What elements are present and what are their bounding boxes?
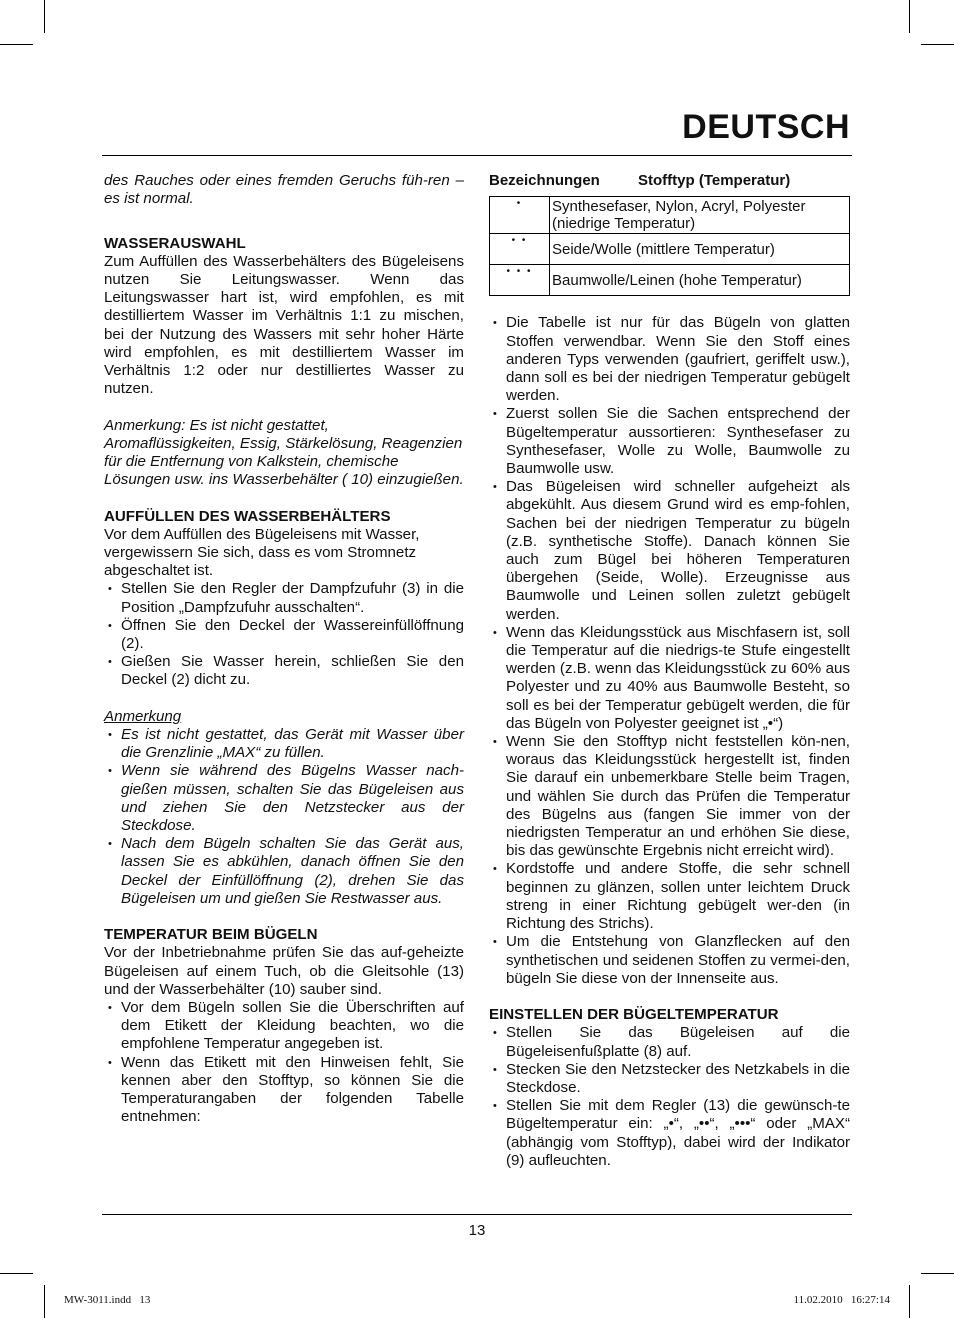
section-heading: AUFFÜLLEN DES WASSERBEHÄLTERS (104, 507, 391, 525)
footer-rule (102, 1214, 852, 1215)
dot-symbol: • • • (490, 265, 550, 296)
list-item: • Kordstoffe und andere Stoffe, die sehr schnell beginnen zu glänzen, sollen unter leichtem Druck streng in einer Richtung gebügelt wer-den (in Richtung des Strichs). (489, 860, 850, 933)
page-number: 13 (468, 1222, 486, 1239)
crop-mark (0, 44, 33, 45)
table-row (490, 265, 850, 296)
section-text: Vor dem Auffüllen des Bügeleisens mit Wasser, vergewissern Sie sich, dass es vom Stromnetz abgeschaltet ist. (104, 525, 420, 580)
section-text: Vor der Inbetriebnahme prüfen Sie das auf-geheizte Bügeleisen auf einem Tuch, ob die Gleitsohle (13) und der Wasserbehälter (10) sauber sind. (104, 944, 464, 998)
header-rule (102, 155, 852, 156)
section-text: Zum Auffüllen des Wasserbehälters des Bügeleisens nutzen Sie Leitungswasser. Wenn das Leitungswasser hart ist, wird empfohlen, es mit destilliertem Wasser im Verhältnis 1:1 zu mischen, bei der Nutzung des Wassers mit sehr hoher Härte wird empfohlen, es mit destilliertem Wasser im Verhältnis 1:2 oder nur destilliertes Wasser zu nutzen. (104, 252, 464, 398)
page-title: DEUTSCH (682, 108, 850, 146)
list-item: • Es ist nicht gestattet, das Gerät mit Wasser über die Grenzlinie „MAX“ zu füllen. (104, 726, 464, 762)
section-heading: TEMPERATUR BEIM BÜGELN (104, 926, 318, 944)
list-item: • Wenn sie während des Bügelns Wasser nach-gießen müssen, schalten Sie das Bügeleisen aus und ziehen Sie den Netzstecker aus der Steckdose. (104, 762, 464, 835)
note-text: Anmerkung: Es ist nicht gestattet, Aromaflüssigkeiten, Essig, Stärkelösung, Reagenzien für die Entfernung von Kalkstein, chemische Lösungen usw. ins Wasserbehälter ( 10) einzugießen. (104, 416, 464, 489)
crop-mark (0, 1273, 33, 1274)
table-header-fabric: Stofftyp (Temperatur) (638, 172, 791, 189)
bullet-list (104, 726, 464, 908)
print-timestamp: 11.02.2010 16:27:14 (793, 1294, 890, 1306)
list-item: • Die Tabelle ist nur für das Bügeln von glatten Stoffen verwendbar. Wenn Sie den Stoff eines anderen Typs verwenden (gaufriert, geriffelt usw.), dann soll es bei der niedrigen Temperatur gebügelt werden. (489, 314, 850, 405)
bullet-list (489, 1024, 850, 1170)
right-column (489, 172, 850, 1170)
file-name: MW-3011.indd 13 (64, 1294, 151, 1306)
crop-mark (44, 1285, 45, 1318)
bullet-list (104, 999, 464, 1126)
fabric-cell: Seide/Wolle (mittlere Temperatur) (550, 234, 850, 265)
crop-mark (44, 0, 45, 33)
table-header-symbols: Bezeichnungen (489, 172, 600, 189)
list-item: • Öffnen Sie den Deckel der Wassereinfüllöffnung (2). (104, 617, 464, 653)
note-label: Anmerkung (104, 707, 182, 725)
list-item: • Um die Entstehung von Glanzflecken auf den synthetischen und seidenen Stoffen zu vermei-den, bügeln Sie diese von der Innenseite aus. (489, 933, 850, 988)
list-item: • Wenn Sie den Stofftyp nicht feststellen kön-nen, woraus das Kleidungsstück hergestellt ist, finden Sie darauf ein unbemerkbare Stelle beim Tragen, und wählen Sie durch das Prüfen die Temperatur des Bügelns aus (fangen Sie immer von der niedrigsten Temperatur an und erhöhen Sie diese, bis das gewünschte Ergebnis nicht erreicht wird). (489, 733, 850, 860)
dot-symbol: • (490, 197, 550, 234)
crop-mark (909, 1285, 910, 1318)
temperature-table (489, 196, 850, 296)
table-header (489, 172, 850, 190)
bullet-list (104, 580, 464, 689)
table-row (490, 234, 850, 265)
list-item: • Stellen Sie mit dem Regler (13) die gewünsch-te Bügeltemperatur ein: „•“, „••“, „•••“ oder „MAX“ (abhängig vom Stofftyp), dabei wird der Indikator (9) aufleuchten. (489, 1097, 850, 1170)
list-item: • Wenn das Kleidungsstück aus Mischfasern ist, soll die Temperatur auf die niedrigs-te Stufe eingestellt werden (z.B. wenn das Kleidungsstück zu 60% aus Polyester und zu 40% aus Baumwolle Besteht, so soll es bei der Temperatur gebügelt werden, die für das Bügeln von Polyester geeignet ist „•“) (489, 624, 850, 733)
crop-mark (921, 1273, 954, 1274)
list-item: • Stellen Sie den Regler der Dampfzufuhr (3) in die Position „Dampfzufuhr ausschalten“. (104, 580, 464, 616)
list-item: • Stecken Sie den Netzstecker des Netzkabels in die Steckdose. (489, 1061, 850, 1097)
section-heading: EINSTELLEN DER BÜGELTEMPERATUR (489, 1006, 779, 1024)
crop-mark (921, 44, 954, 45)
left-column (104, 172, 464, 1126)
list-item: • Stellen Sie das Bügeleisen auf die Bügeleisenfußplatte (8) auf. (489, 1024, 850, 1060)
bullet-list (489, 314, 850, 988)
list-item: • Nach dem Bügeln schalten Sie das Gerät aus, lassen Sie es abkühlen, danach öffnen Sie den Deckel der Einfüllöffnung (2), drehen Sie das Bügeleisen um und gießen Sie Restwasser aus. (104, 835, 464, 908)
crop-mark (909, 0, 910, 33)
dot-symbol: • • (490, 234, 550, 265)
list-item: • Vor dem Bügeln sollen Sie die Überschriften auf dem Etikett der Kleidung beachten, wo die empfohlene Temperatur angegeben ist. (104, 999, 464, 1054)
fabric-cell: Baumwolle/Leinen (hohe Temperatur) (550, 265, 850, 296)
list-item: • Wenn das Etikett mit den Hinweisen fehlt, Sie kennen aber den Stofftyp, so können Sie die Temperaturangaben der folgenden Tabelle entnehmen: (104, 1054, 464, 1127)
fabric-cell: Synthesefaser, Nylon, Acryl, Polyester (niedrige Temperatur) (550, 197, 850, 234)
list-item: • Zuerst sollen Sie die Sachen entsprechend der Bügeltemperatur aussortieren: Synthesefaser zu Synthesefaser, Wolle zu Wolle, Baumwolle zu Baumwolle usw. (489, 405, 850, 478)
list-item: • Gießen Sie Wasser herein, schließen Sie den Deckel (2) dicht zu. (104, 653, 464, 689)
section-heading: WASSERAUSWAHL (104, 234, 246, 252)
list-item: • Das Bügeleisen wird schneller aufgeheizt als abgekühlt. Aus diesem Grund wird es emp-fohlen, Sachen bei der niedrigen Temperatur zu bügeln (z.B. synthetische Stoffe). Danach können Sie auch zum Bügel bei höheren Temperaturen übergehen (Seide, Wolle). Erzeugnisse aus Baumwolle und Leinen sollen zuletzt gebügelt werden. (489, 478, 850, 624)
intro-text: des Rauches oder eines fremden Geruchs füh-ren – es ist normal. (104, 172, 464, 208)
table-row (490, 197, 850, 234)
